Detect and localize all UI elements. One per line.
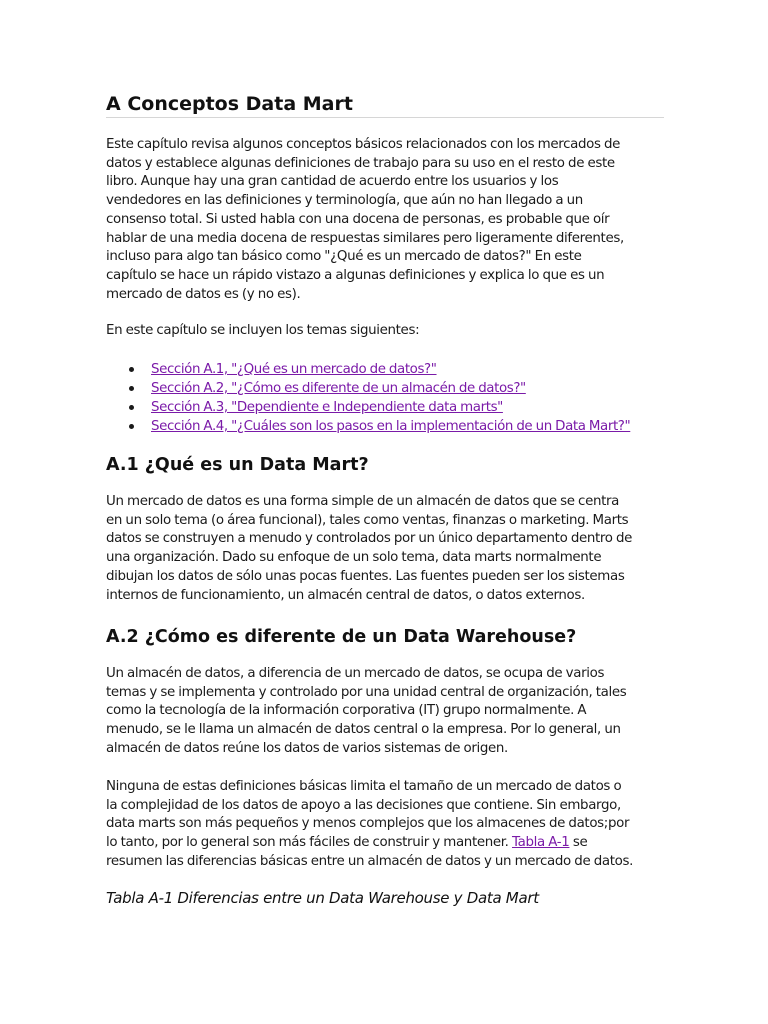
section-a2-heading: A.2 ¿Cómo es diferente de un Data Warehouse? bbox=[106, 627, 577, 647]
bullet-icon bbox=[129, 424, 134, 429]
bullet-icon bbox=[129, 367, 134, 372]
intro-paragraph: Este capítulo revisa algunos conceptos básicos relacionados con los mercados de datos y establece algunas definiciones de trabajo para su uso en el resto de este libro. Aunque hay una gran cantidad de acuerdo entre los usuarios y los vendedores en las definiciones y terminología, que aún no han llegado a un consenso total. Si usted habla con una docena de personas, es probable que oír hablar de una media docena de respuestas similares pero ligeramente diferentes, incluso para algo tan básico como "¿Qué es un mercado de datos?" En este capítulo se hace un rápido vistazo a algunas definiciones y explica lo que es un mercado de datos es (y no es). bbox=[106, 137, 624, 302]
section-a2-paragraph-2 bbox=[106, 778, 666, 872]
paragraph-text-before-link: Ninguna de estas definiciones básicas limita el tamaño de un mercado de datos o la complejidad de los datos de apoyo a las decisiones que contiene. Sin embargo, data marts son más pequeños y menos complejos que los almacenes de datos;por lo tanto, por lo general son más fáciles de construir y mantener. bbox=[106, 779, 630, 851]
list-item bbox=[106, 360, 706, 379]
list-item bbox=[106, 398, 706, 417]
section-a1-heading: A.1 ¿Qué es un Data Mart? bbox=[106, 455, 369, 475]
paragraph-text-after-link: se resumen las diferencias básicas entre un almacén de datos y un mercado de datos. bbox=[106, 835, 634, 869]
list-item bbox=[106, 417, 706, 436]
list-item bbox=[106, 379, 706, 398]
topics-list bbox=[106, 360, 706, 436]
topic-link-a3[interactable]: Sección A.3, "Dependiente e Independiente data marts" bbox=[151, 400, 503, 415]
topic-link-a2[interactable]: Sección A.2, "¿Cómo es diferente de un almacén de datos?" bbox=[151, 381, 526, 396]
section-a1-paragraph: Un mercado de datos es una forma simple de un almacén de datos que se centra en un solo tema (o área funcional), tales como ventas, finanzas o marketing. Marts datos se construyen a menudo y controlados por un único departamento dentro de una organización. Dado su enfoque de un solo tema, data marts normalmente dibujan los datos de sólo unas pocas fuentes. Las fuentes pueden ser los sistemas internos de funcionamiento, un almacén central de datos, o datos externos. bbox=[106, 494, 633, 603]
table-caption: Tabla A-1 Diferencias entre un Data Warehouse y Data Mart bbox=[106, 889, 539, 907]
bullet-icon bbox=[129, 405, 134, 410]
topic-link-a1[interactable]: Sección A.1, "¿Qué es un mercado de datos?" bbox=[151, 362, 437, 377]
table-a1-link[interactable]: Tabla A-1 bbox=[512, 835, 570, 851]
section-a2-paragraph-1: Un almacén de datos, a diferencia de un mercado de datos, se ocupa de varios temas y se implementa y controlado por una unidad central de organización, tales como la tecnología de la información corporativa (IT) grupo normalmente. A menudo, se le llama un almacén de datos central o la empresa. Por lo general, un almacén de datos reúne los datos de varios sistemas de origen. bbox=[106, 666, 627, 756]
topic-link-a4[interactable]: Sección A.4, "¿Cuáles son los pasos en la implementación de un Data Mart?" bbox=[151, 419, 631, 434]
bullet-icon bbox=[129, 386, 134, 391]
page-title: A Conceptos Data Mart bbox=[106, 91, 664, 118]
topics-intro-text: En este capítulo se incluyen los temas siguientes: bbox=[106, 323, 420, 338]
